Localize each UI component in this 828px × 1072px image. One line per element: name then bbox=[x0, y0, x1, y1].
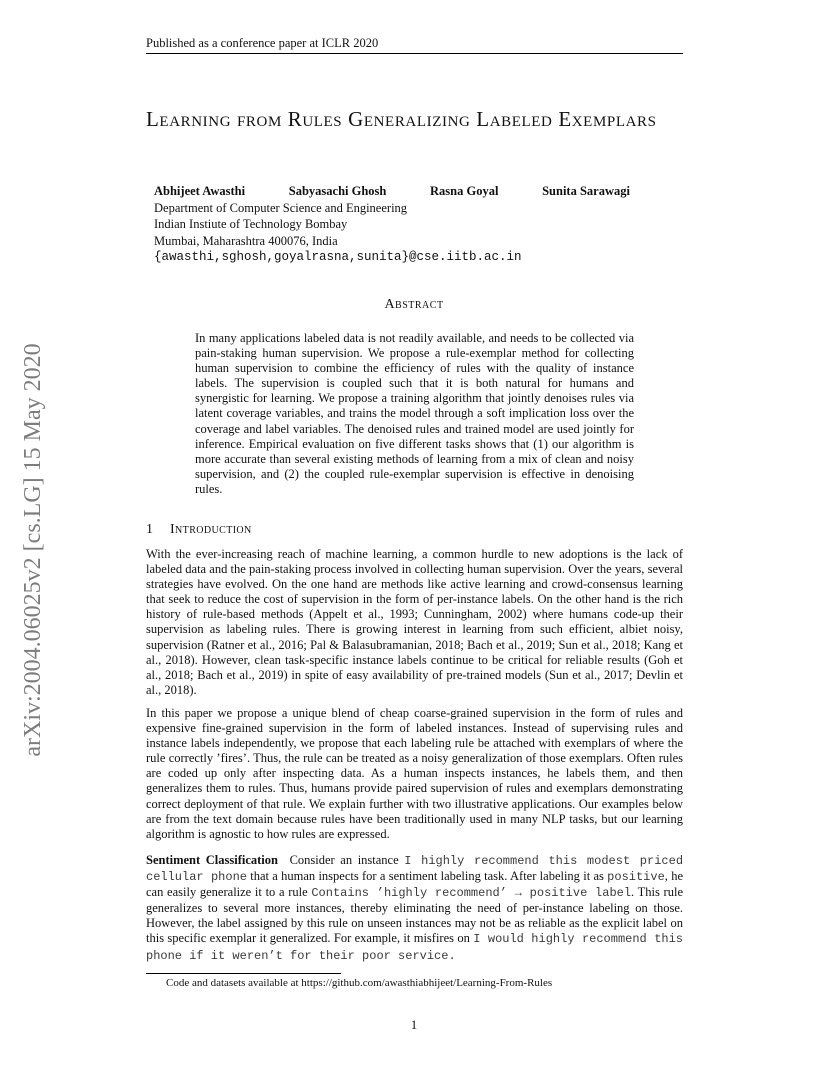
paragraph-text: that a human inspects for a sentiment labeling task. After labeling it as bbox=[250, 869, 604, 884]
example-label: positive bbox=[607, 870, 665, 885]
paragraph-text: . This rule generalizes to several more instances, thereby eliminating the need of per-instance labeling on those. However, the label assigned by this rule on unseen instances may not be as reliable as the explicit label on this specific exemplar it generalized. For example, it misfires on bbox=[146, 885, 683, 946]
paragraph-text: Consider an instance bbox=[289, 853, 399, 867]
author-block bbox=[154, 183, 674, 266]
abstract-heading: Abstract bbox=[384, 297, 444, 312]
intro-paragraph-1: With the ever-increasing reach of machine learning, a common hurdle to new adoptions is the lack of labeled data and the pain-staking process involved in collecting human supervision. Over the years, several strategies have evolved. On the one hand are methods like active learning and crowd-consensus learning that seek to reduce the cost of supervision in the form of per-instance labels. On the other hand is the rich history of rule-based methods (Appelt et al., 1993; Cunningham, 2002) where humans code-up their supervision as labeling rules. There is growing interest in learning from such efficient, albiet noisy, supervision (Ratner et al., 2016; Pal & Balasubramanian, 2018; Bach et al., 2019; Sun et al., 2018; Kang et al., 2018). However, clean task-specific instance labels continue to be critical for reliable results (Goh et al., 2018; Bach et al., 2019) in spite of easy availability of pre-trained models (Sun et al., 2017; Devlin et al., 2018). bbox=[146, 547, 683, 697]
intro-paragraph-2: In this paper we propose a unique blend of cheap coarse-grained supervision in the form of rules and expensive fine-grained supervision in the form of labeled instances. Instead of supervising rules and instance labels independently, we propose that each labeling rule be attached with exemplars of where the rule correctly ’fires’. Thus, the rule can be treated as a noisy generalization of those exemplars. Often rules are coded up only after inspecting data. As a human inspects instances, he labels them, and then generalizes them to rules. Thus, humans provide paired supervision of rules and exemplars demonstrating correct deployment of that rule. We explain further with two illustrative applications. Our examples below are from the text domain because rules have been traditionally used in many NLP tasks, but our learning algorithm is agnostic to how rules are expressed. bbox=[146, 706, 683, 841]
paragraph-heading: Sentiment Classification bbox=[146, 853, 278, 867]
arxiv-identifier-stamp bbox=[8, 280, 58, 820]
paper-title: Learning from Rules Generalizing Labeled Exemplars bbox=[146, 107, 657, 131]
footnote-divider bbox=[146, 973, 341, 974]
footnote: Code and datasets available at https://github.com/awasthiabhijeet/Learning-From-Rules bbox=[166, 977, 553, 989]
author-department: Department of Computer Science and Engineering bbox=[154, 200, 408, 215]
sentiment-classification-paragraph bbox=[146, 853, 683, 964]
author-institute: Indian Instiute of Technology Bombay bbox=[154, 217, 348, 231]
paragraph-text: , he can easily generalize it to a rule bbox=[146, 869, 683, 900]
abstract-text: In many applications labeled data is not readily available, and needs to be collected via pain-staking human supervision. We propose a rule-exemplar method for collecting human supervision to combine the efficiency of rules with the quality of instance labels. The supervision is coupled such that it is both natural for humans and synergistic for learning. We propose a training algorithm that jointly denoises rules via latent coverage variables, and trains the model through a soft implication loss over the coverage and label variables. The denoised rules and trained model are used jointly for inference. Empirical evaluation on five different tasks shows that (1) our algorithm is more accurate than several existing methods of learning from a mix of clean and noisy supervision, and (2) the coupled rule-exemplar supervision is effective in denoising rules. bbox=[195, 331, 634, 496]
author-address: Mumbai, Maharashtra 400076, India bbox=[154, 233, 338, 248]
page-number: 1 bbox=[410, 1017, 418, 1032]
author-name: Abhijeet Awasthi bbox=[154, 184, 246, 198]
author-name: Sabyasachi Ghosh bbox=[288, 184, 387, 198]
section-number: 1 bbox=[146, 522, 153, 537]
example-rule: Contains ’highly recommend’ → positive label bbox=[311, 886, 632, 901]
author-name: Rasna Goyal bbox=[430, 184, 499, 198]
section-heading bbox=[146, 522, 252, 538]
example-misfire: I would highly recommend this phone if it weren’t for their poor service. bbox=[146, 932, 683, 963]
section-title: Introduction bbox=[170, 522, 252, 537]
author-email: {awasthi,sghosh,goyalrasna,sunita}@cse.iitb.ac.in bbox=[154, 250, 522, 264]
arxiv-identifier-text: arXiv:2004.06025v2 [cs.LG] 15 May 2020 bbox=[20, 343, 46, 757]
running-header: Published as a conference paper at ICLR 2020 bbox=[146, 36, 379, 50]
header-divider bbox=[146, 53, 683, 54]
example-instance: I highly recommend this modest priced cellular phone bbox=[146, 854, 684, 885]
author-name: Sunita Sarawagi bbox=[542, 184, 630, 198]
author-names bbox=[154, 183, 630, 200]
